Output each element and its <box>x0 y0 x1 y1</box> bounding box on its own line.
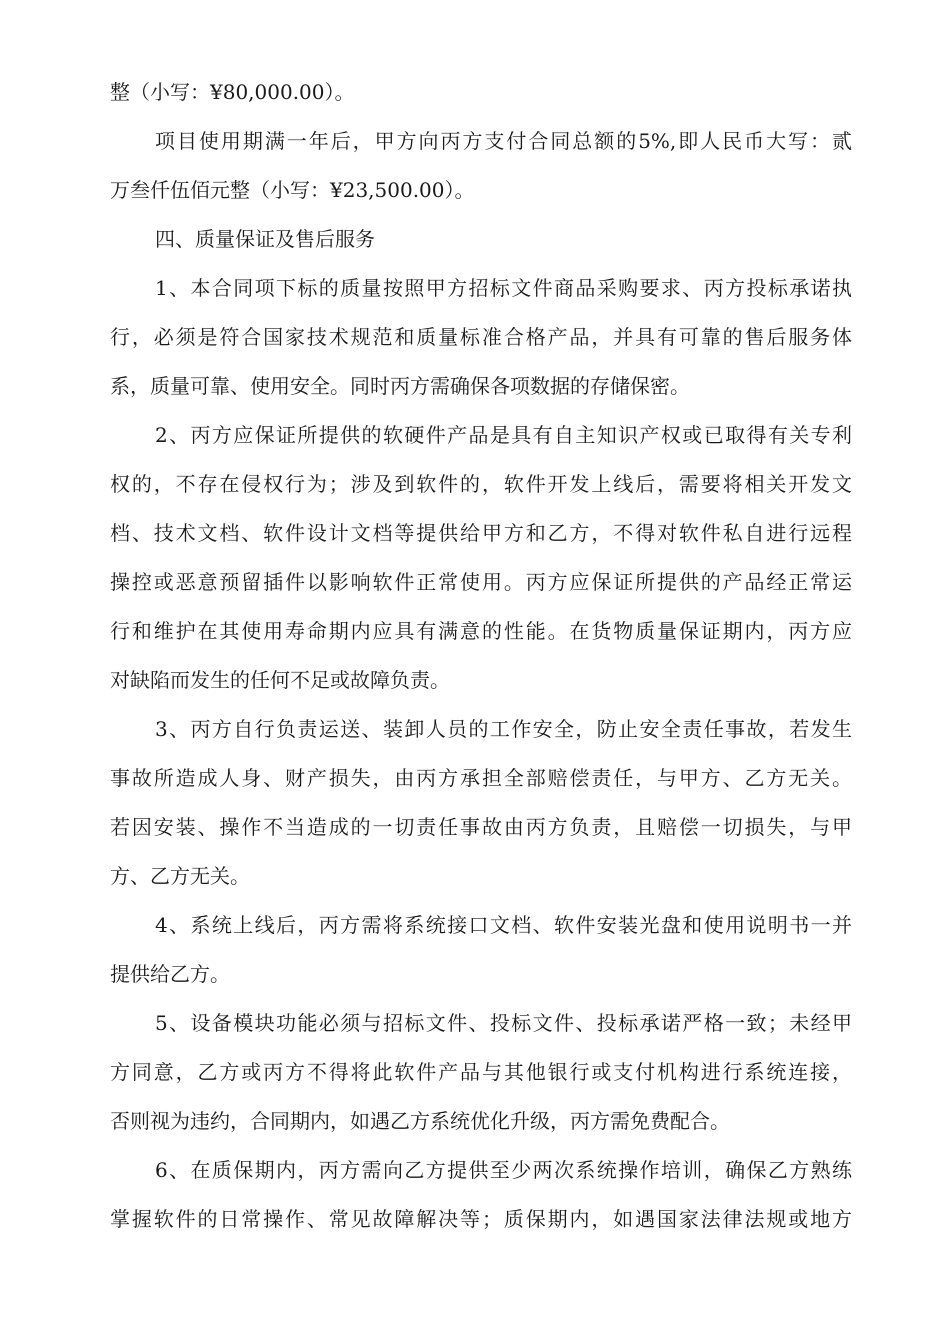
section-heading: 四、质量保证及售后服务 <box>155 227 375 251</box>
clause-4-line-2: 提供给乙方。 <box>110 962 230 986</box>
document-page <box>110 68 852 1244</box>
text-line-2: 项目使用期满一年后，甲方向丙方支付合同总额的5%,即人民币大写：贰 <box>155 129 852 153</box>
clause-3-line-4: 方、乙方无关。 <box>110 864 250 888</box>
clause-1-line-3: 系，质量可靠、使用安全。同时丙方需确保各项数据的存储保密。 <box>110 374 690 398</box>
text-line-1: 整（小写：¥80,000.00）。 <box>110 80 355 104</box>
clause-2-line-4: 操控或恶意预留插件以影响软件正常使用。丙方应保证所提供的产品经正常运 <box>110 570 852 594</box>
clause-1-line-2: 行，必须是符合国家技术规范和质量标准合格产品，并具有可靠的售后服务体 <box>110 325 852 349</box>
clause-3-line-2: 事故所造成人身、财产损失，由丙方承担全部赔偿责任，与甲方、乙方无关。 <box>110 766 852 790</box>
clause-5-line-1: 5、设备模块功能必须与招标文件、投标文件、投标承诺严格一致；未经甲 <box>155 1011 852 1035</box>
clause-4-line-1: 4、系统上线后，丙方需将系统接口文档、软件安装光盘和使用说明书一并 <box>155 913 852 937</box>
clause-6-line-1: 6、在质保期内，丙方需向乙方提供至少两次系统操作培训，确保乙方熟练 <box>155 1158 852 1182</box>
clause-2-line-3: 档、技术文档、软件设计文档等提供给甲方和乙方，不得对软件私自进行远程 <box>110 521 852 545</box>
clause-3-line-1: 3、丙方自行负责运送、装卸人员的工作安全，防止安全责任事故，若发生 <box>155 717 852 741</box>
clause-1-line-1: 1、本合同项下标的质量按照甲方招标文件商品采购要求、丙方投标承诺执 <box>155 276 852 300</box>
clause-3-line-3: 若因安装、操作不当造成的一切责任事故由丙方负责，且赔偿一切损失，与甲 <box>110 815 852 839</box>
text-line-3: 万叁仟伍佰元整（小写：¥23,500.00）。 <box>110 178 475 202</box>
clause-2-line-5: 行和维护在其使用寿命期内应具有满意的性能。在货物质量保证期内，丙方应 <box>110 619 852 643</box>
clause-5-line-3: 否则视为违约，合同期内，如遇乙方系统优化升级，丙方需免费配合。 <box>110 1109 730 1133</box>
clause-5-line-2: 方同意，乙方或丙方不得将此软件产品与其他银行或支付机构进行系统连接， <box>110 1060 852 1084</box>
clause-2-line-6: 对缺陷而发生的任何不足或故障负责。 <box>110 668 450 692</box>
clause-2-line-2: 权的，不存在侵权行为；涉及到软件的，软件开发上线后，需要将相关开发文 <box>110 472 852 496</box>
clause-2-line-1: 2、丙方应保证所提供的软硬件产品是具有自主知识产权或已取得有关专利 <box>155 423 852 447</box>
clause-6-line-2: 掌握软件的日常操作、常见故障解决等；质保期内，如遇国家法律法规或地方 <box>110 1207 852 1231</box>
